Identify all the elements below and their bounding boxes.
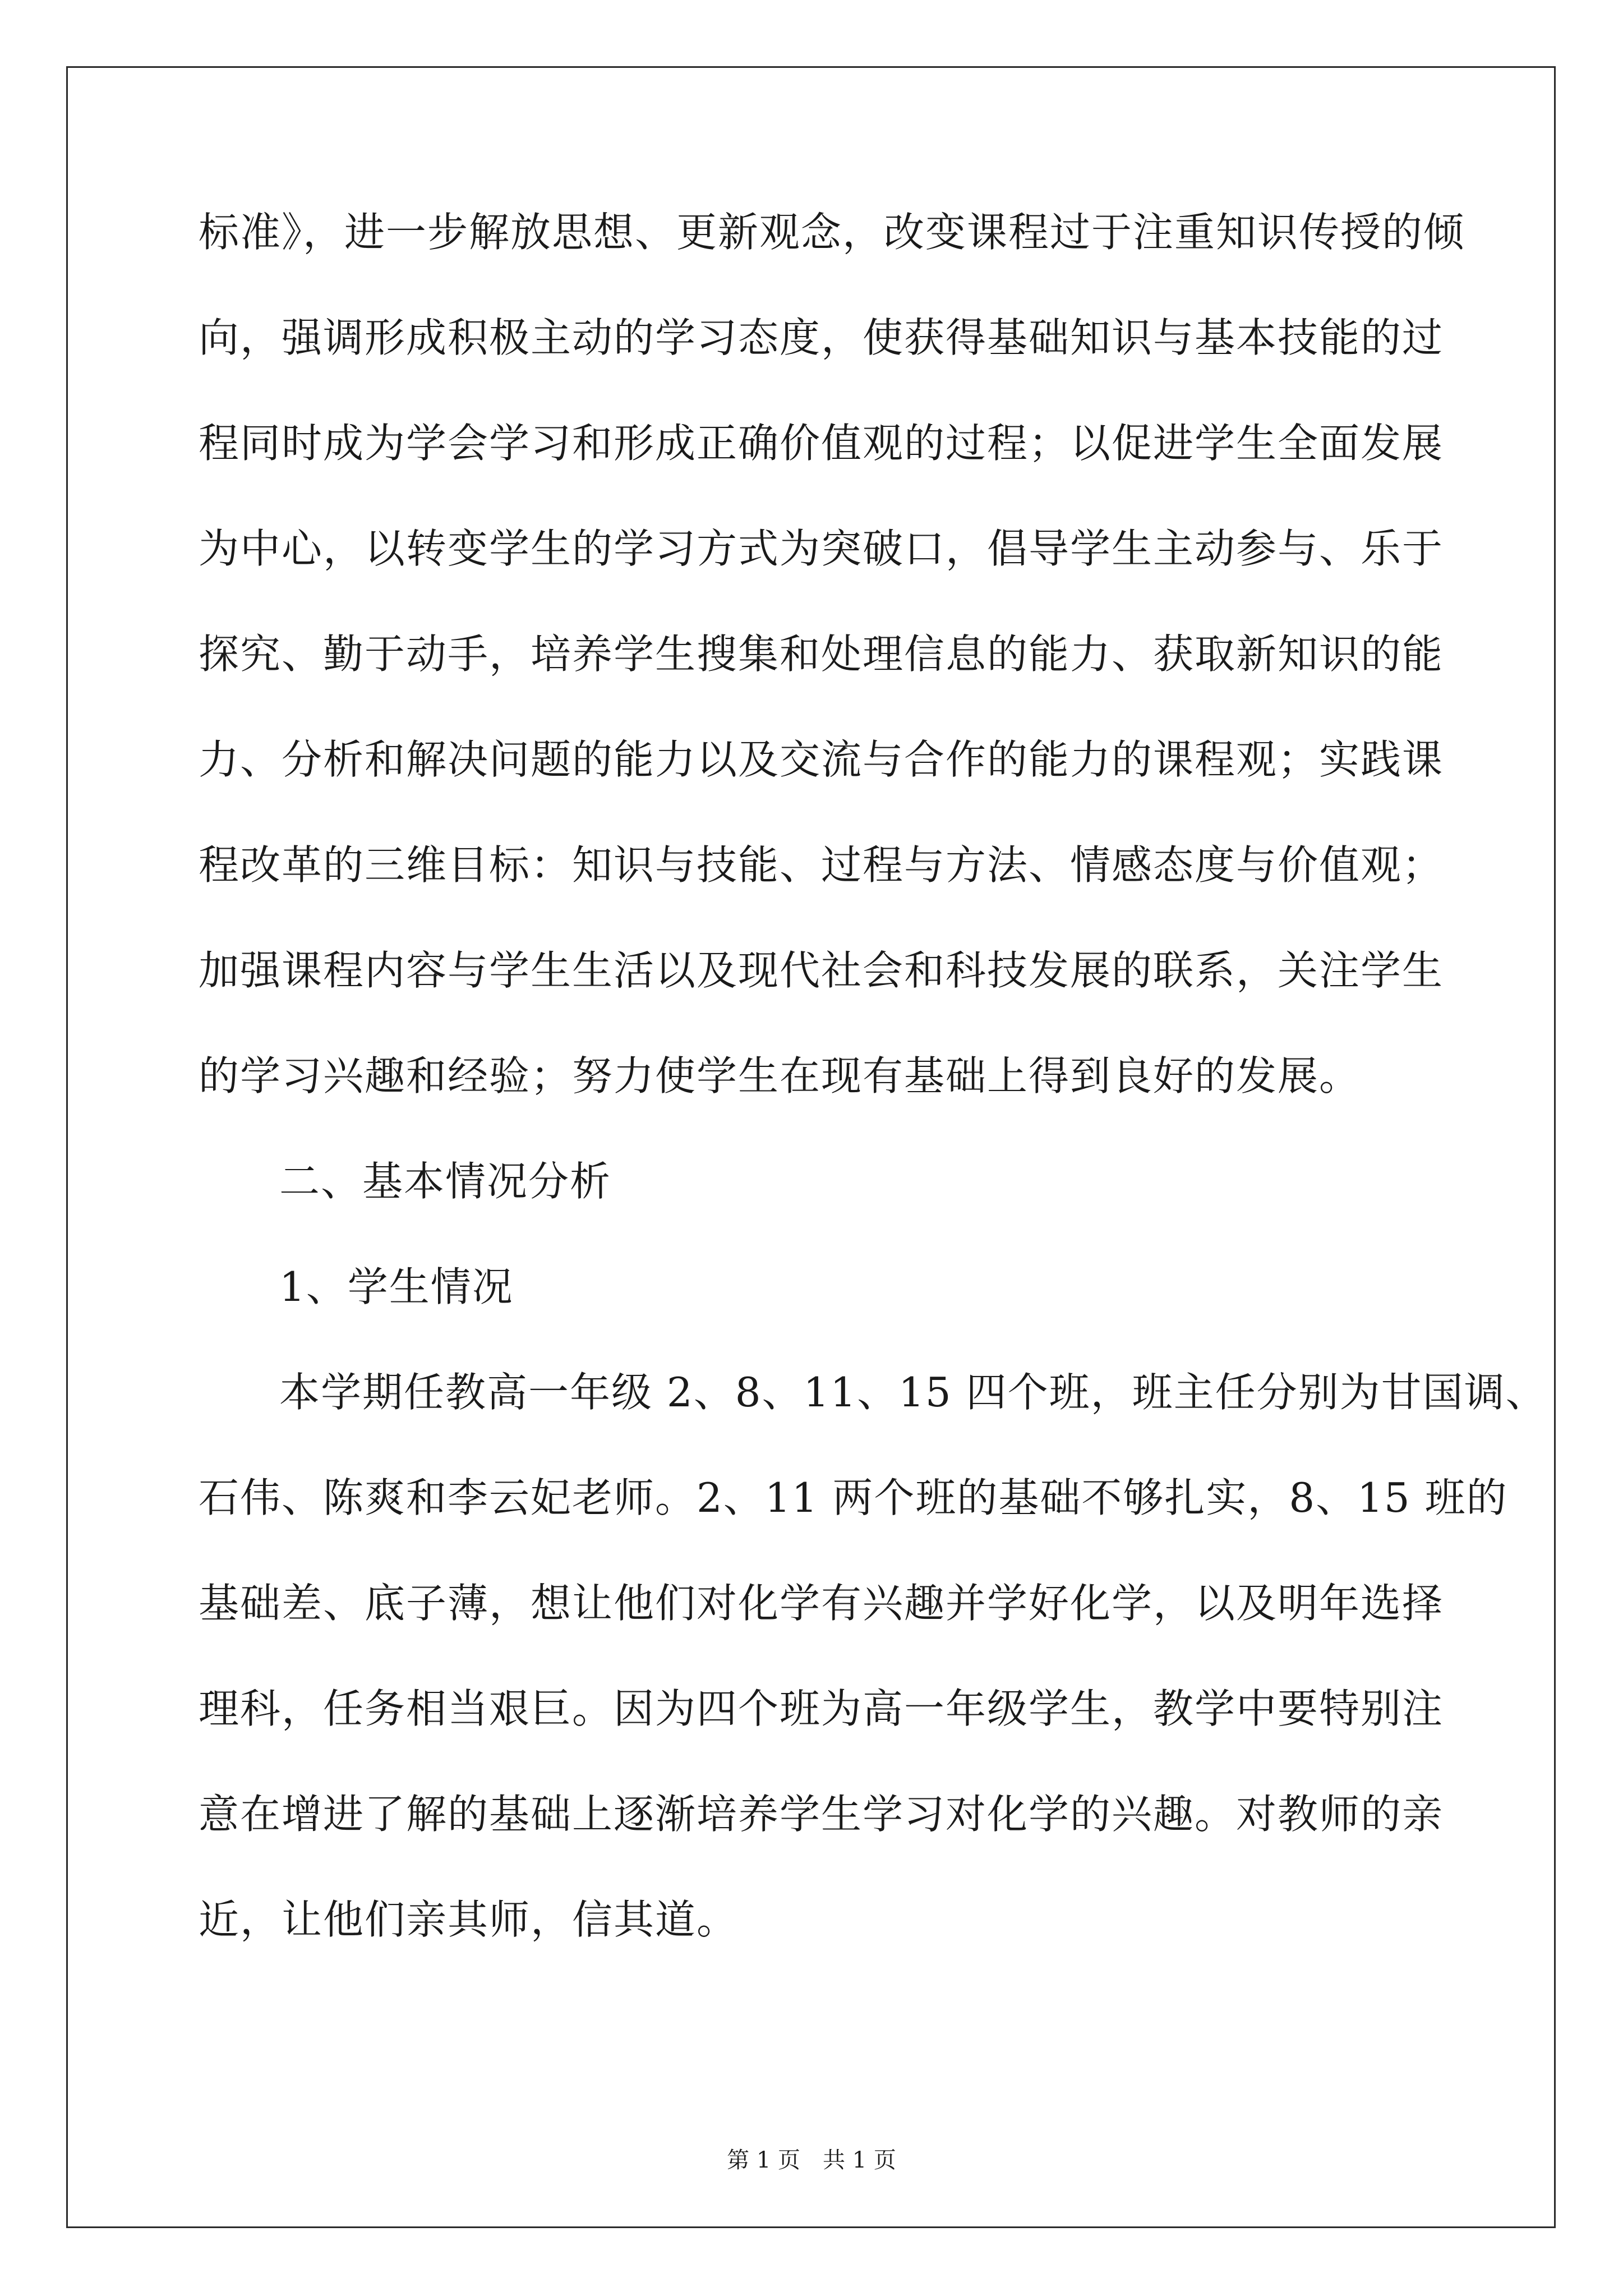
body-line: 的学习兴趣和经验；努力使学生在现有基础上得到良好的发展。 [199, 1052, 1361, 1099]
body-line: 意在增进了解的基础上逐渐培养学生学习对化学的兴趣。对教师的亲 [199, 1791, 1444, 1838]
body-line: 本学期任教高一年级 2、8、11、15 四个班，班主任分别为甘国调、 [279, 1369, 1547, 1416]
body-line: 基础差、底子薄，想让他们对化学有兴趣并学好化学，以及明年选择 [199, 1580, 1444, 1627]
body-line: 力、分析和解决问题的能力以及交流与合作的能力的课程观；实践课 [199, 736, 1444, 783]
body-line: 理科，任务相当艰巨。因为四个班为高一年级学生，教学中要特别注 [199, 1685, 1444, 1732]
body-line: 标准》，进一步解放思想、更新观念，改变课程过于注重知识传授的倾 [199, 209, 1465, 256]
section-heading: 二、基本情况分析 [279, 1158, 612, 1205]
subsection-heading: 1、学生情况 [279, 1263, 514, 1310]
page-footer: 第 1 页 共 1 页 [727, 2147, 896, 2173]
body-line: 程同时成为学会学习和形成正确价值观的过程；以促进学生全面发展 [199, 420, 1444, 467]
body-line: 程改革的三维目标：知识与技能、过程与方法、情感态度与价值观； [199, 841, 1444, 889]
body-line: 探究、勤于动手，培养学生搜集和处理信息的能力、获取新知识的能 [199, 631, 1444, 678]
body-line: 为中心，以转变学生的学习方式为突破口，倡导学生主动参与、乐于 [199, 525, 1444, 572]
body-line: 石伟、陈爽和李云妃老师。2、11 两个班的基础不够扎实，8、15 班的 [199, 1474, 1508, 1521]
body-line: 加强课程内容与学生生活以及现代社会和科技发展的联系，关注学生 [199, 947, 1444, 994]
body-line: 向，强调形成积极主动的学习态度，使获得基础知识与基本技能的过 [199, 314, 1444, 361]
body-line: 近，让他们亲其师，信其道。 [199, 1896, 739, 1943]
